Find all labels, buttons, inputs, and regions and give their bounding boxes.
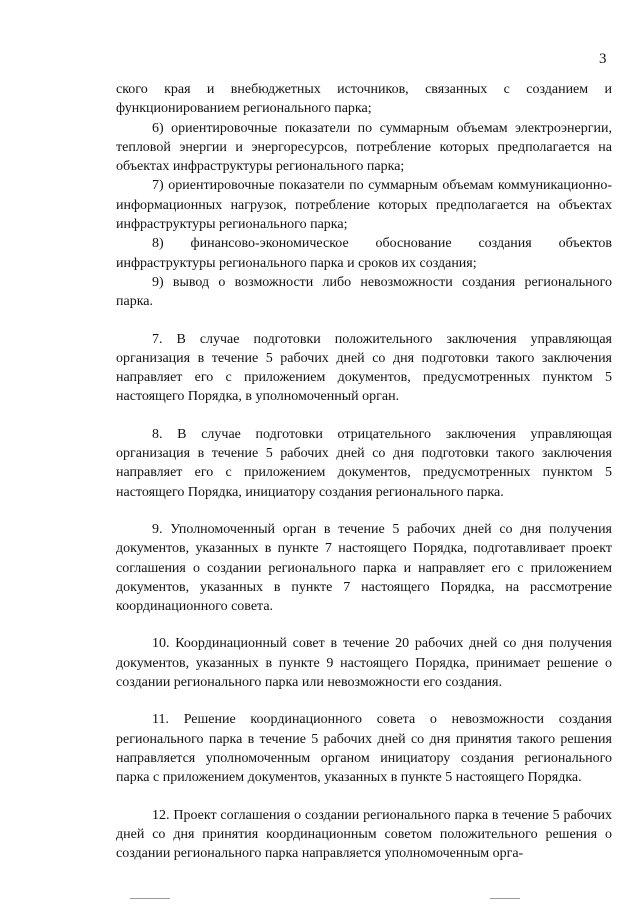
list-item-8: 8) финансово-экономическое обоснование создания объектов инфраструктуры регионального парка и сроков их создания;	[116, 236, 612, 271]
list-item-6: 6) ориентировочные показатели по суммарным объемам электроэнергии, тепловой энергии и энергоресурсов, потребление которых предполагается на объектах инфраструктуры регионального парка;	[116, 120, 612, 175]
scan-artifact-line	[130, 898, 170, 899]
clause-8: 8. В случае подготовки отрицательного заключения управляющая организация в течение 5 рабочих дней со дня подготовки такого заключения направляет его с приложением документов, предусмотренных пунктом 5 настоящего Порядка, инициатору создания регионального парка.	[116, 426, 612, 500]
page-number: 3	[599, 51, 607, 67]
clause-10: 10. Координационный совет в течение 20 рабочих дней со дня получения документов, указанных в пункте 9 настоящего Порядка, принимает решение о создании регионального парка или невозможности его создания.	[116, 636, 612, 691]
clause-12: 12. Проект соглашения о создании регионального парка в течение 5 рабочих дней со дня принятия координационным советом положительного решения о создании регионального парка направляется уполномоченным орга-	[116, 807, 612, 862]
list-item-7: 7) ориентировочные показатели по суммарным объемам коммуникационно-информационных нагрузок, потребление которых предполагается на объектах инфраструктуры регионального парка;	[116, 178, 612, 233]
paragraph-continuation: ского края и внебюджетных источников, связанных с созданием и функционированием регионального парка;	[116, 82, 612, 117]
document-body	[116, 80, 612, 863]
scan-artifact-line	[490, 898, 520, 899]
clause-7: 7. В случае подготовки положительного заключения управляющая организация в течение 5 рабочих дней со дня подготовки такого заключения направляет его с приложением документов, предусмотренных пунктом 5 настоящего Порядка, в уполномоченный орган.	[116, 331, 612, 405]
list-item-9: 9) вывод о возможности либо невозможности создания регионального парка.	[116, 274, 612, 310]
clause-9: 9. Уполномоченный орган в течение 5 рабочих дней со дня получения документов, указанных в пункте 7 настоящего Порядка, подготавливает проект соглашения о создании регионального парка и направляет его с приложением документов, указанных в пункте 7 настоящего Порядка, на рассмотрение координационного совета.	[116, 521, 612, 615]
clause-11: 11. Решение координационного совета о невозможности создания регионального парка в течение 5 рабочих дней со дня принятия такого решения направляется уполномоченным органом инициатору создания регионального парка с приложением документов, указанных в пункте 5 настоящего Порядка.	[116, 712, 612, 786]
